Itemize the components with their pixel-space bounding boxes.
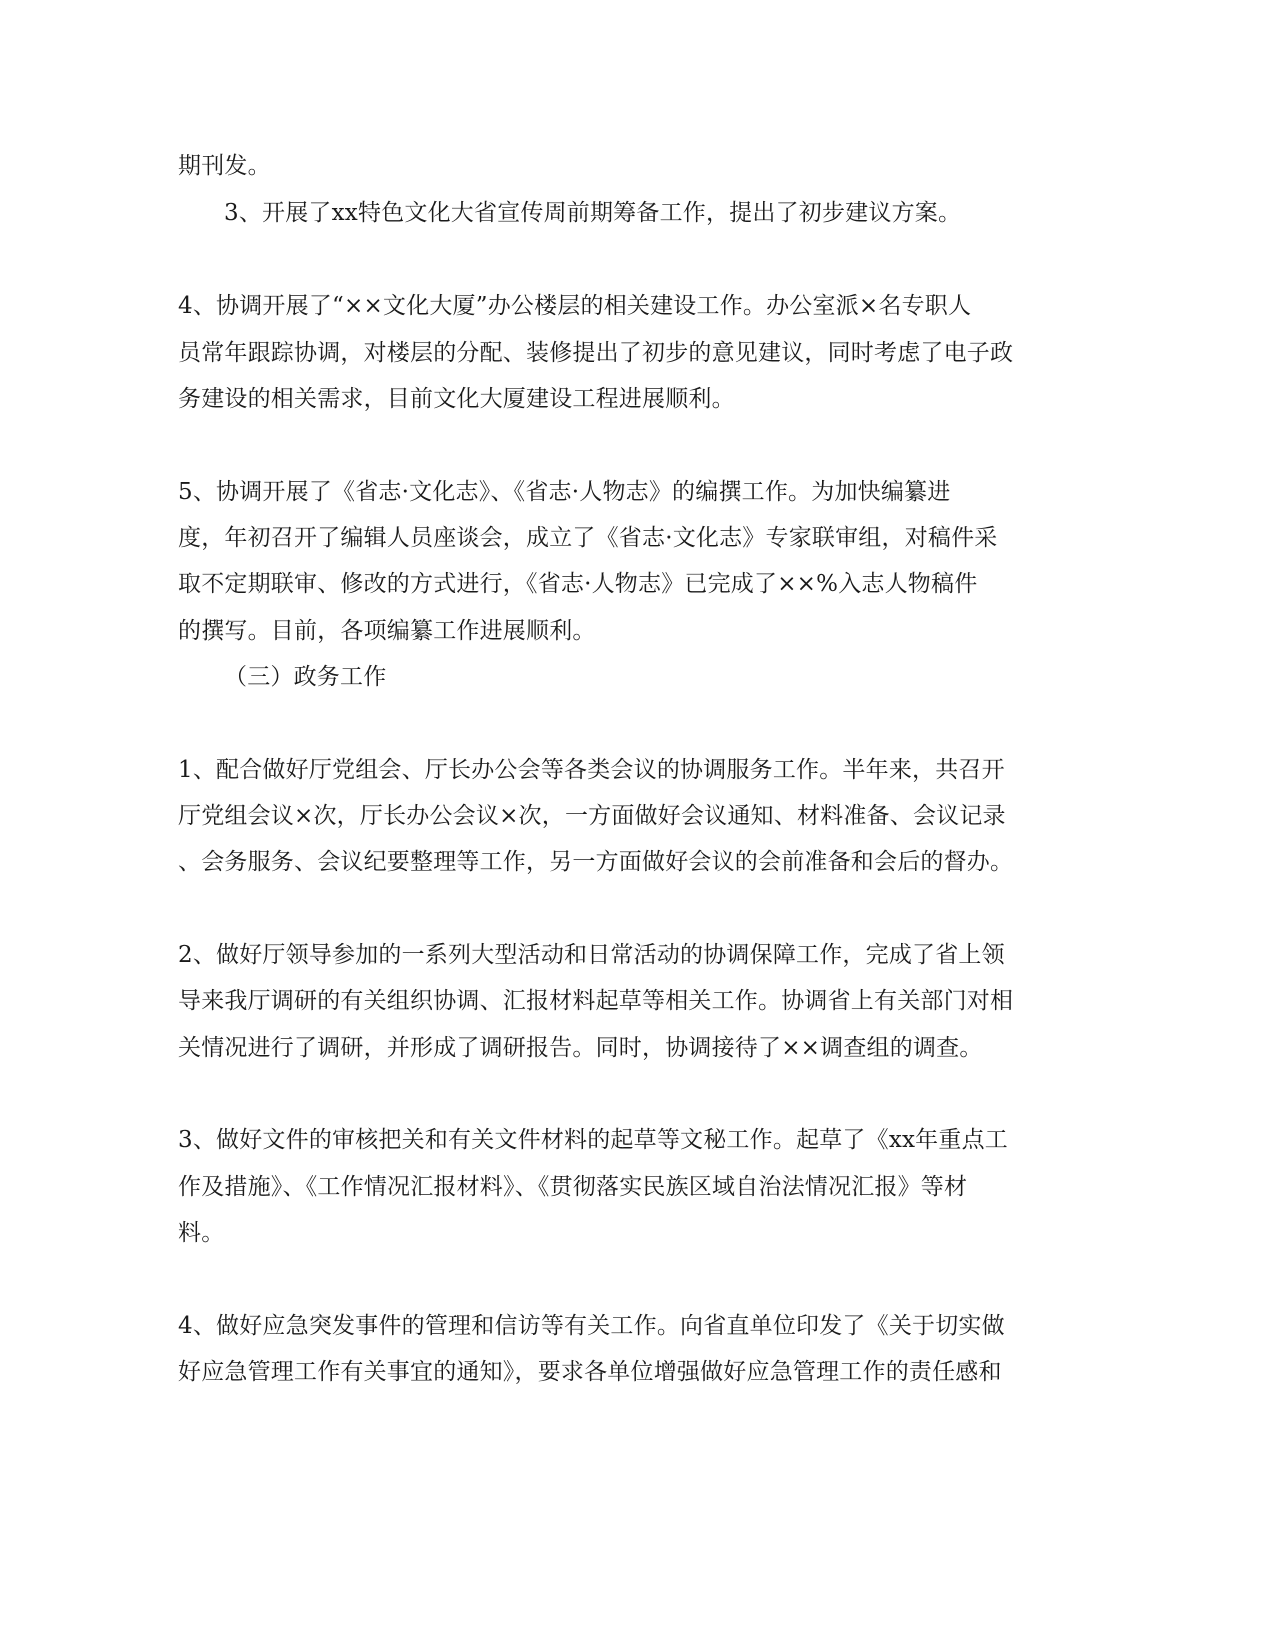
- text-line: 4、做好应急突发事件的管理和信访等有关工作。向省直单位印发了《关于切实做: [178, 1313, 1005, 1339]
- text-line: 导来我厅调研的有关组织协调、汇报材料起草等相关工作。协调省上有关部门对相: [178, 988, 1014, 1014]
- text-line: 度，年初召开了编辑人员座谈会，成立了《省志·文化志》专家联审组，对稿件采: [178, 525, 998, 551]
- text-line: 、会务服务、会议纪要整理等工作，另一方面做好会议的会前准备和会后的督办。: [178, 849, 1014, 875]
- text-line: 关情况进行了调研，并形成了调研报告。同时，协调接待了××调查组的调查。: [178, 1035, 983, 1061]
- text-line: 务建设的相关需求，目前文化大厦建设工程进展顺利。: [178, 386, 735, 412]
- text-line: 期刊发。: [178, 153, 271, 179]
- text-line: 5、协调开展了《省志·文化志》、《省志·人物志》的编撰工作。为加快编纂进: [178, 479, 951, 505]
- text-line: 3、做好文件的审核把关和有关文件材料的起草等文秘工作。起草了《xx年重点工: [178, 1127, 1008, 1153]
- text-line: 取不定期联审、修改的方式进行，《省志·人物志》已完成了××%入志人物稿件: [178, 571, 978, 597]
- text-line: 1、配合做好厅党组会、厅长办公会等各类会议的协调服务工作。半年来，共召开: [178, 757, 1005, 783]
- text-line: 2、做好厅领导参加的一系列大型活动和日常活动的协调保障工作，完成了省上领: [178, 942, 1005, 968]
- text-line: 好应急管理工作有关事宜的通知》，要求各单位增强做好应急管理工作的责任感和: [178, 1359, 1002, 1385]
- text-line: 厅党组会议×次，厅长办公会议×次，一方面做好会议通知、材料准备、会议记录: [178, 803, 1006, 829]
- text-line: 3、开展了xx特色文化大省宣传周前期筹备工作，提出了初步建议方案。: [224, 200, 962, 226]
- text-line: 4、协调开展了“××文化大厦”办公楼层的相关建设工作。办公室派×名专职人: [178, 293, 972, 319]
- text-line: 的撰写。目前，各项编纂工作进展顺利。: [178, 618, 596, 644]
- text-line: 员常年跟踪协调，对楼层的分配、装修提出了初步的意见建议，同时考虑了电子政: [178, 340, 1014, 366]
- text-line: 料。: [178, 1220, 225, 1246]
- text-line: 作及措施》、《工作情况汇报材料》、《贯彻落实民族区域自治法情况汇报》等材: [178, 1174, 968, 1200]
- section-heading: （三）政务工作: [224, 664, 387, 690]
